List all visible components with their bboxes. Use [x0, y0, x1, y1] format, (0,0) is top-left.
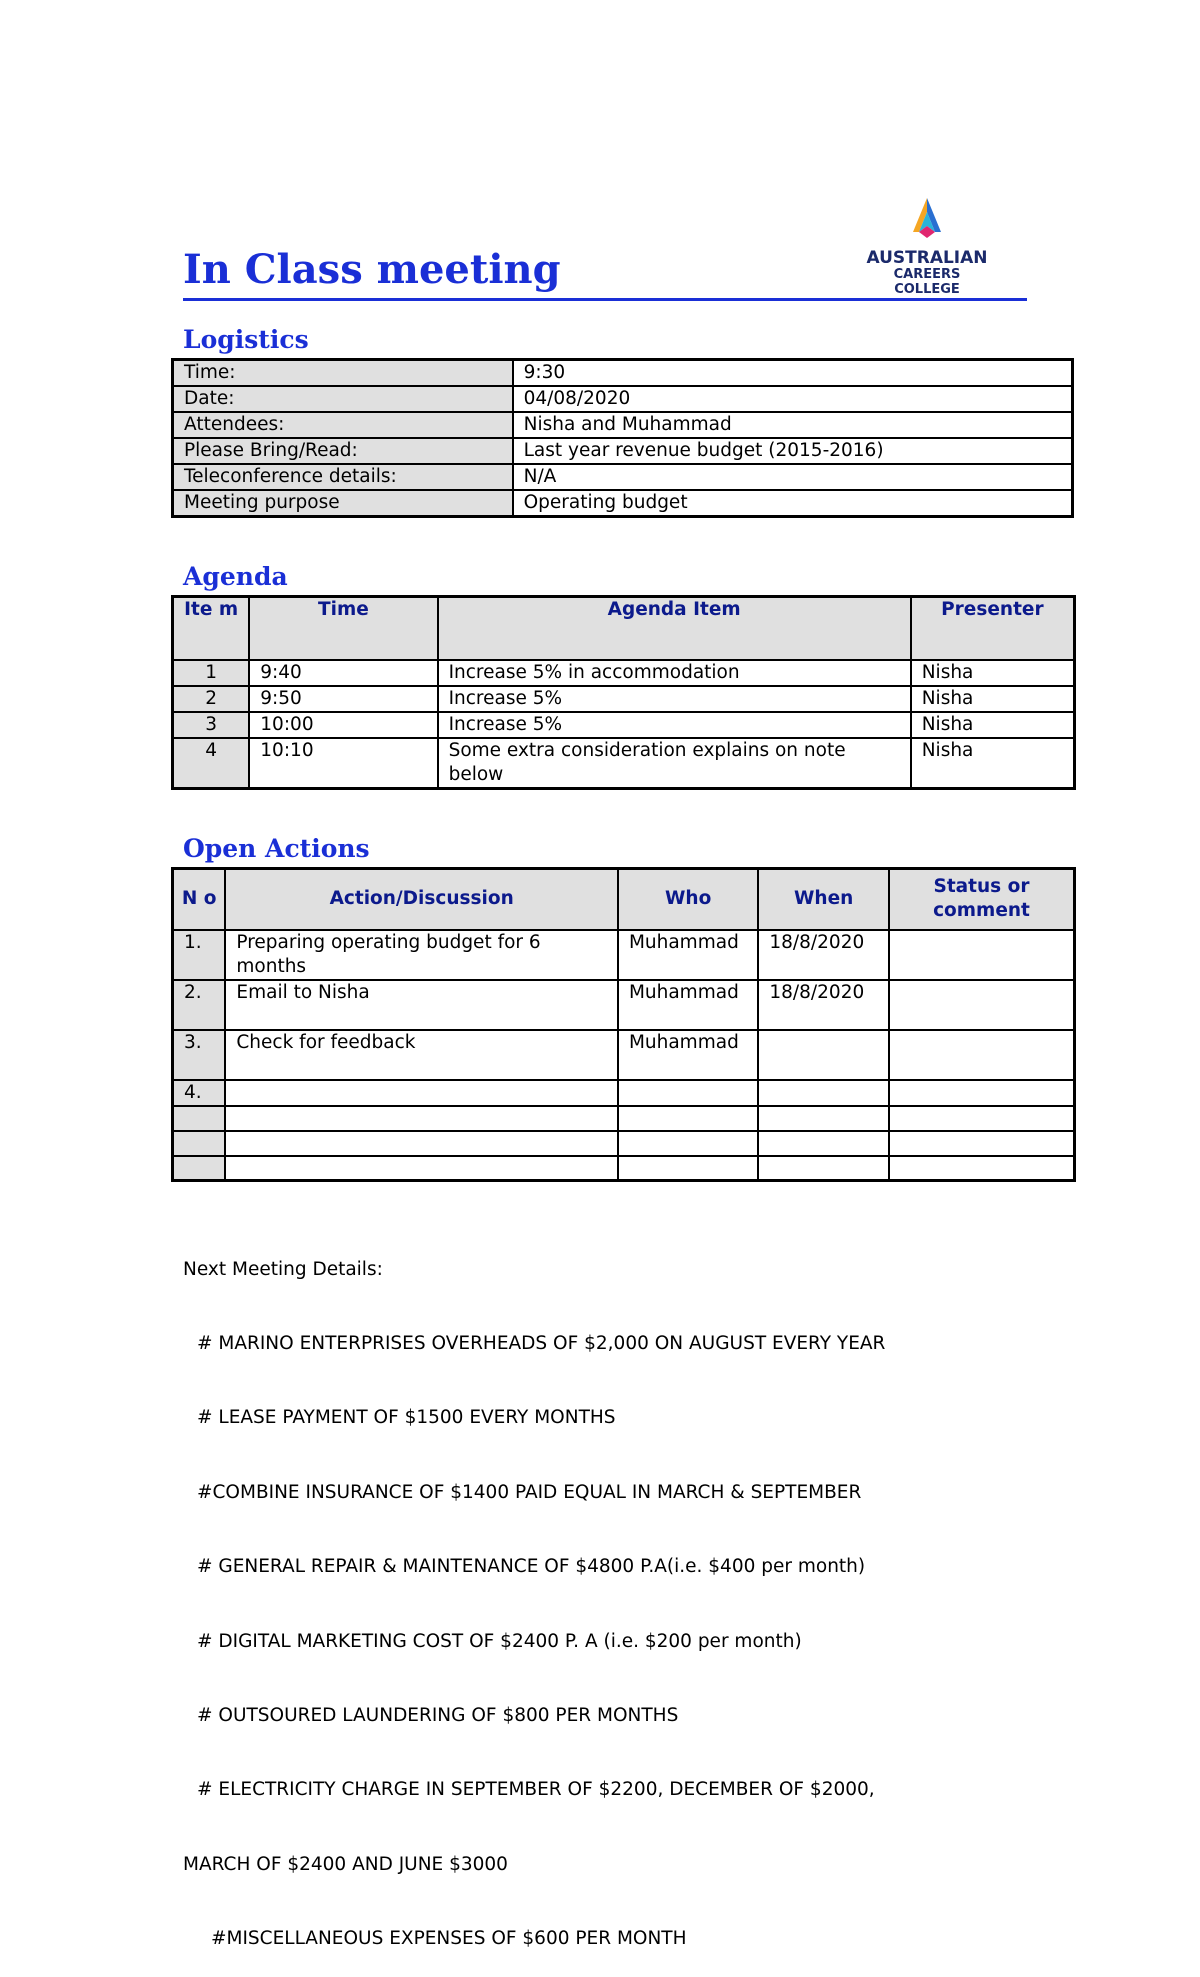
action-number: [173, 1106, 226, 1131]
action-who: [618, 1106, 758, 1131]
table-header-row: [173, 869, 1075, 930]
action-when: [758, 1080, 889, 1106]
logistics-table: [171, 358, 1074, 518]
action-text: Email to Nisha: [225, 980, 618, 1030]
table-row: [173, 1156, 1075, 1181]
logistics-heading: Logistics: [183, 325, 309, 354]
action-when: [758, 1030, 889, 1080]
table-row: [173, 980, 1075, 1030]
logo-text-line1: AUSTRALIAN: [866, 248, 988, 268]
action-status: [889, 1030, 1075, 1080]
logistics-value: Nisha and Muhammad: [513, 412, 1073, 438]
action-who: Muhammad: [618, 980, 758, 1030]
action-text: [225, 1106, 618, 1131]
logistics-value: N/A: [513, 464, 1073, 490]
logistics-value: 04/08/2020: [513, 386, 1073, 412]
column-header-no: N o: [173, 869, 226, 930]
table-row: [173, 1131, 1075, 1156]
column-header-status: Status or comment: [889, 869, 1075, 930]
table-row: [173, 1030, 1075, 1080]
column-header-item: Ite m: [173, 597, 250, 660]
agenda-item-text: Increase 5%: [438, 686, 911, 712]
logo-mark-icon: [907, 196, 947, 240]
action-when: [758, 1106, 889, 1131]
logistics-label: Attendees:: [173, 412, 513, 438]
agenda-item-number: 1: [173, 660, 250, 686]
agenda-table: [171, 595, 1076, 790]
agenda-item-text: Some extra consideration explains on note below: [438, 738, 911, 789]
column-header-who: Who: [618, 869, 758, 930]
column-header-presenter: Presenter: [911, 597, 1075, 660]
agenda-time: 9:50: [249, 686, 437, 712]
logistics-value: 9:30: [513, 360, 1073, 387]
table-header-row: [173, 597, 1075, 660]
agenda-presenter: Nisha: [911, 660, 1075, 686]
action-who: Muhammad: [618, 1030, 758, 1080]
logo-text-line2: CAREERS COLLEGE: [893, 267, 961, 297]
note-line: # MARINO ENTERPRISES OVERHEADS OF $2,000 ON AUGUST EVERY YEAR: [197, 1332, 886, 1354]
action-number: 1.: [173, 930, 226, 980]
action-number: 3.: [173, 1030, 226, 1080]
action-number: 2.: [173, 980, 226, 1030]
action-status: [889, 930, 1075, 980]
agenda-time: 9:40: [249, 660, 437, 686]
action-status: [889, 1106, 1075, 1131]
logistics-label: Time:: [173, 360, 513, 387]
table-row: [173, 412, 1073, 438]
table-row: [173, 490, 1073, 517]
action-text: [225, 1131, 618, 1156]
action-when: 18/8/2020: [758, 930, 889, 980]
action-when: 18/8/2020: [758, 980, 889, 1030]
logistics-label: Teleconference details:: [173, 464, 513, 490]
action-who: [618, 1131, 758, 1156]
open-actions-heading: Open Actions: [183, 834, 370, 863]
note-line: #COMBINE INSURANCE OF $1400 PAID EQUAL IN MARCH & SEPTEMBER: [197, 1481, 862, 1503]
open-actions-table: [171, 867, 1076, 1182]
agenda-item-number: 3: [173, 712, 250, 738]
logistics-value: Last year revenue budget (2015-2016): [513, 438, 1073, 464]
table-row: [173, 464, 1073, 490]
table-row: [173, 738, 1075, 789]
agenda-item-number: 2: [173, 686, 250, 712]
column-header-action: Action/Discussion: [225, 869, 618, 930]
logistics-label: Date:: [173, 386, 513, 412]
logistics-value: Operating budget: [513, 490, 1073, 517]
note-line: # GENERAL REPAIR & MAINTENANCE OF $4800 P.A(i.e. $400 per month): [197, 1556, 866, 1578]
action-text: [225, 1080, 618, 1106]
note-line: # DIGITAL MARKETING COST OF $2400 P. A (i.e. $200 per month): [197, 1630, 802, 1652]
page-title: In Class meeting: [183, 246, 561, 293]
action-when: [758, 1131, 889, 1156]
agenda-presenter: Nisha: [911, 712, 1075, 738]
agenda-item-text: Increase 5% in accommodation: [438, 660, 911, 686]
agenda-heading: Agenda: [183, 562, 288, 591]
table-row: [173, 360, 1073, 387]
agenda-time: 10:00: [249, 712, 437, 738]
next-meeting-details: [183, 1208, 1103, 1977]
column-header-agenda-item: Agenda Item: [438, 597, 911, 660]
table-row: [173, 686, 1075, 712]
action-text: Check for feedback: [225, 1030, 618, 1080]
next-meeting-heading: Next Meeting Details:: [183, 1258, 383, 1280]
table-row: [173, 660, 1075, 686]
agenda-presenter: Nisha: [911, 686, 1075, 712]
action-number: [173, 1131, 226, 1156]
action-who: Muhammad: [618, 930, 758, 980]
agenda-time: 10:10: [249, 738, 437, 789]
column-header-when: When: [758, 869, 889, 930]
agenda-item-text: Increase 5%: [438, 712, 911, 738]
action-status: [889, 980, 1075, 1030]
table-row: [173, 386, 1073, 412]
action-who: [618, 1080, 758, 1106]
note-line: # LEASE PAYMENT OF $1500 EVERY MONTHS: [197, 1407, 616, 1429]
table-row: [173, 438, 1073, 464]
logistics-label: Meeting purpose: [173, 490, 513, 517]
action-who: [618, 1156, 758, 1181]
table-row: [173, 712, 1075, 738]
table-row: [173, 930, 1075, 980]
action-status: [889, 1156, 1075, 1181]
action-when: [758, 1156, 889, 1181]
title-underline: [183, 298, 1027, 301]
action-status: [889, 1131, 1075, 1156]
college-logo: [862, 196, 992, 297]
table-row: [173, 1106, 1075, 1131]
note-line: MARCH OF $2400 AND JUNE $3000: [183, 1853, 508, 1875]
action-status: [889, 1080, 1075, 1106]
agenda-item-number: 4: [173, 738, 250, 789]
table-row: [173, 1080, 1075, 1106]
agenda-presenter: Nisha: [911, 738, 1075, 789]
action-number: [173, 1156, 226, 1181]
action-text: Preparing operating budget for 6 months: [225, 930, 618, 980]
column-header-time: Time: [249, 597, 437, 660]
note-line: # ELECTRICITY CHARGE IN SEPTEMBER OF $2200, DECEMBER OF $2000,: [197, 1779, 875, 1801]
action-number: 4.: [173, 1080, 226, 1106]
note-line: #MISCELLANEOUS EXPENSES OF $600 PER MONTH: [211, 1928, 687, 1950]
note-line: # OUTSOURED LAUNDERING OF $800 PER MONTHS: [197, 1704, 679, 1726]
logistics-label: Please Bring/Read:: [173, 438, 513, 464]
action-text: [225, 1156, 618, 1181]
